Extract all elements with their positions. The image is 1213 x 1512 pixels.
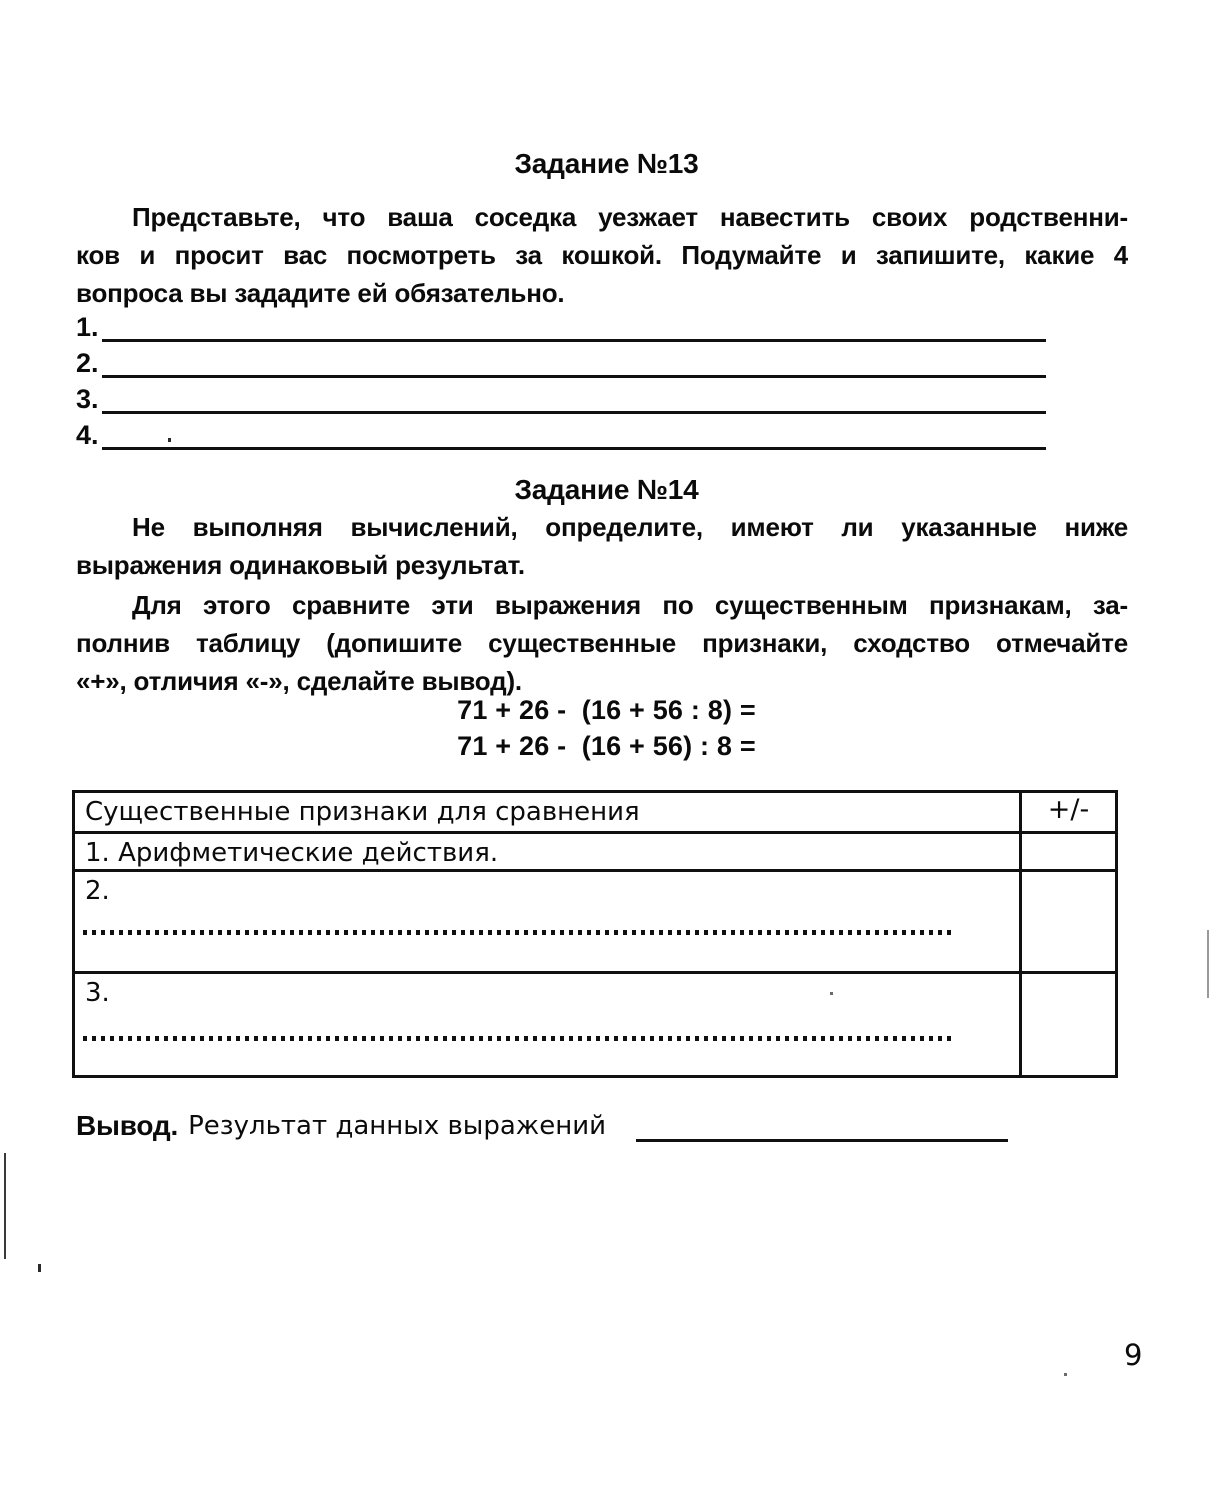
expression-2: 71 + 26 - (16 + 56) : 8 = <box>457 731 756 761</box>
task14-body2-line-2: полнив таблицу (допишите существенные признаки, сходство отмечайте <box>76 628 1128 658</box>
table-row-3-feature <box>75 974 1022 1075</box>
table-header-mark: +/- <box>1047 794 1090 825</box>
task14-body1-line-2: выражения одинаковый результат. <box>76 550 525 580</box>
blank-line-1-number: 1. <box>76 312 99 342</box>
scan-artifact-speck <box>38 1264 41 1272</box>
blank-line-1 <box>76 306 1046 342</box>
table-row-3-label: 3. <box>85 978 110 1008</box>
page-number: 9 <box>1124 1338 1143 1372</box>
task13-body-line-1: Представьте, что ваша соседка уезжает навестить своих родственни- <box>132 202 1128 232</box>
table-row-1 <box>75 831 1115 869</box>
blank-line-4-rule <box>102 419 1046 450</box>
task13-answer-blanks <box>76 306 1046 450</box>
blank-line-3-number: 3. <box>76 384 99 414</box>
table-header-feature: Существенные признаки для сравнения <box>75 793 1022 831</box>
table-row-2-label: 2. <box>85 876 110 906</box>
task14-title: Задание №14 <box>514 474 699 505</box>
task14-body-1 <box>76 508 1128 584</box>
table-row-3-dotted-line <box>83 1036 951 1041</box>
blank-line-1-rule <box>102 311 1046 342</box>
table-row-1-mark <box>1022 834 1115 869</box>
blank-line-3 <box>76 378 1046 414</box>
scan-artifact-speck <box>168 438 171 442</box>
table-header-row <box>75 793 1115 831</box>
blank-line-2 <box>76 342 1046 378</box>
conclusion-blank-rule <box>636 1113 1008 1142</box>
blank-line-3-rule <box>102 383 1046 414</box>
conclusion-line <box>76 1110 1136 1142</box>
scan-artifact-left-edge <box>4 1153 6 1259</box>
scan-artifact-right-edge <box>1207 930 1209 998</box>
table-row-1-feature: 1. Арифметические действия. <box>75 834 1022 869</box>
blank-line-2-number: 2. <box>76 348 99 378</box>
blank-line-4-number: 4. <box>76 420 99 450</box>
task14-body2-line-3: «+», отличия «-», сделайте вывод). <box>76 666 522 696</box>
scan-artifact-speck <box>830 992 833 995</box>
blank-line-2-rule <box>102 347 1046 378</box>
conclusion-text: Результат данных выражений <box>188 1111 606 1141</box>
task14-body-2 <box>76 586 1128 700</box>
conclusion-label: Вывод. <box>76 1110 179 1141</box>
comparison-table <box>72 790 1118 1078</box>
task14-body1-line-1: Не выполняя вычислений, определите, имеют ли указанные ниже <box>132 512 1128 542</box>
math-expressions <box>0 692 1213 764</box>
table-row-2 <box>75 869 1115 971</box>
task14-body2-line-1: Для этого сравните эти выражения по существенным признакам, за- <box>132 590 1128 620</box>
table-row-2-dotted-line <box>83 930 951 935</box>
blank-line-4 <box>76 414 1046 450</box>
table-row-2-mark <box>1022 872 1115 971</box>
table-row-3 <box>75 971 1115 1075</box>
task13-body-line-3: вопроса вы зададите ей обязательно. <box>76 278 565 308</box>
table-row-2-feature <box>75 872 1022 971</box>
scan-artifact-speck <box>1064 1373 1067 1376</box>
task13-body <box>76 198 1128 312</box>
table-row-3-mark <box>1022 974 1115 1075</box>
task13-title: Задание №13 <box>514 148 699 179</box>
expression-1: 71 + 26 - (16 + 56 : 8) = <box>457 695 756 725</box>
task13-body-line-2: ков и просит вас посмотреть за кошкой. Подумайте и запишите, какие 4 <box>76 240 1128 270</box>
